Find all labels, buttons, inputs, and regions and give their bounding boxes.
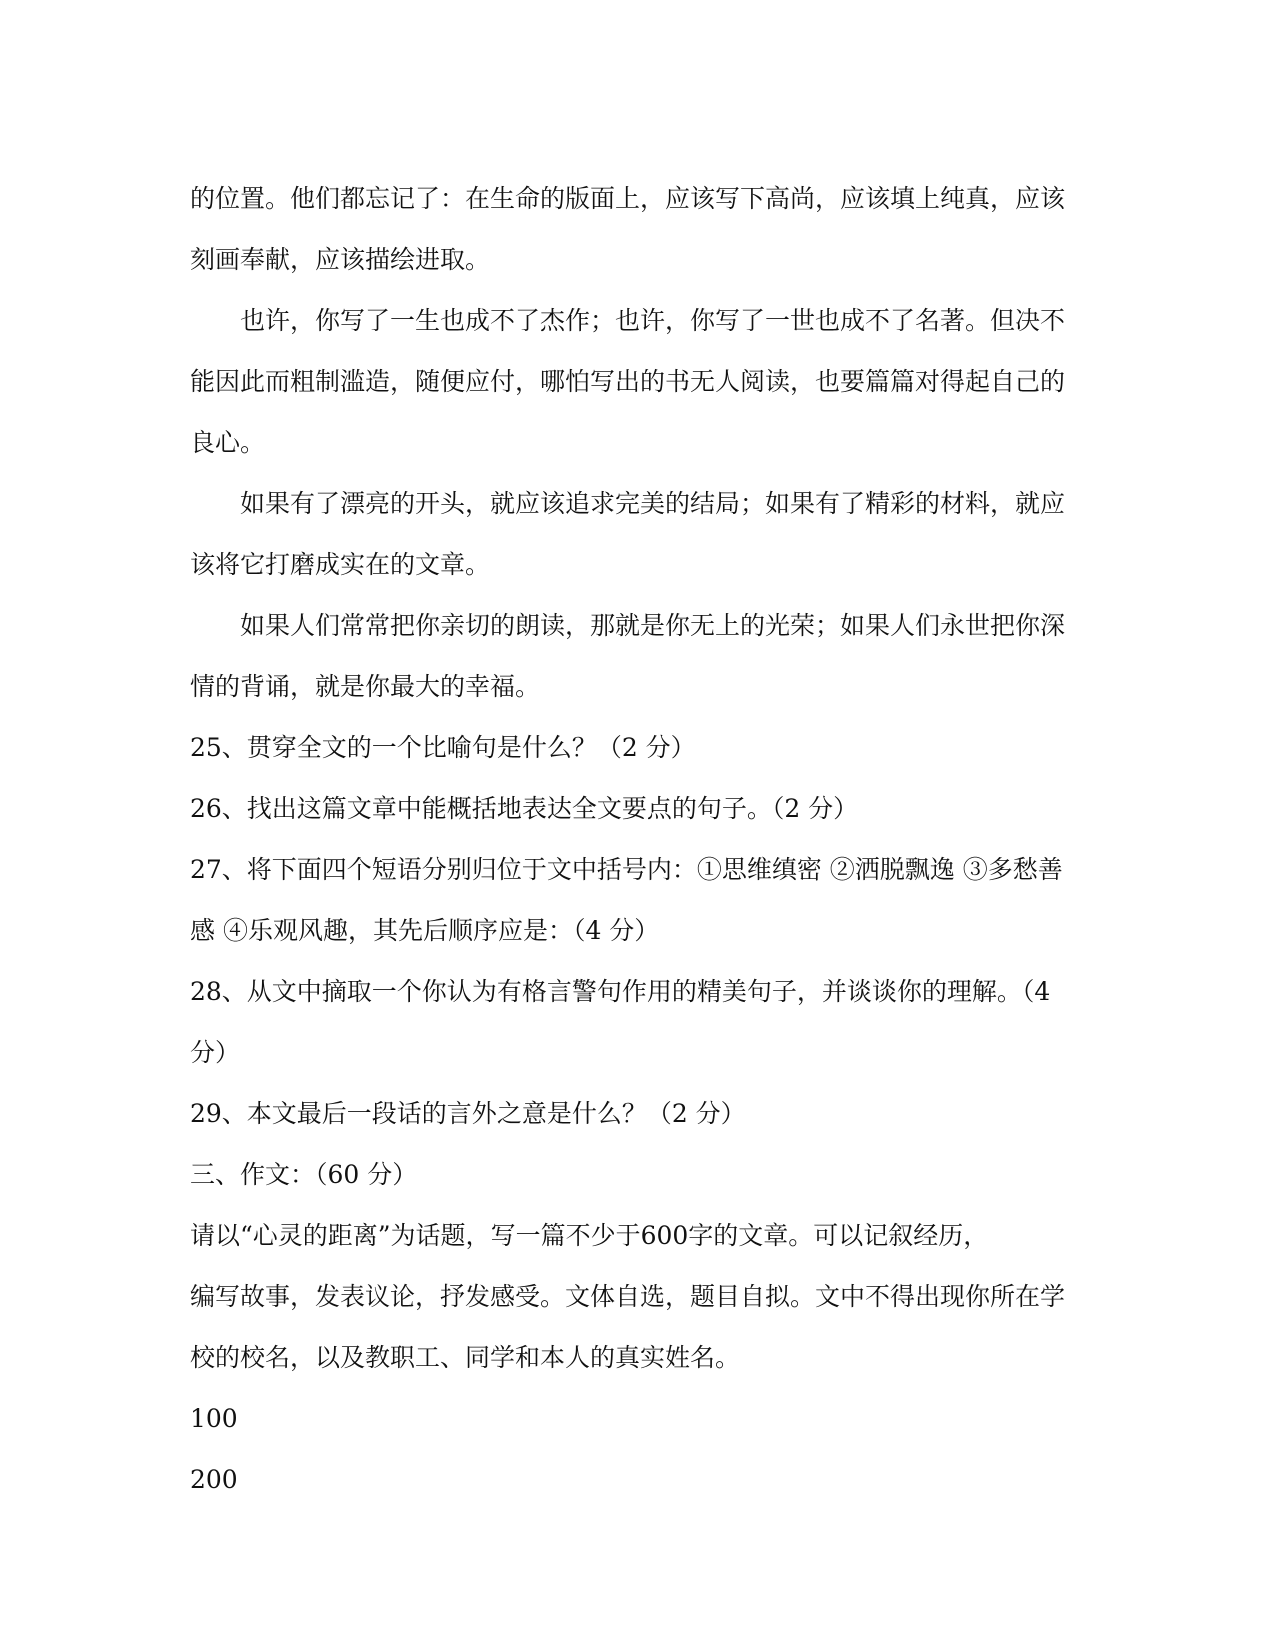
passage-line: 如果有了漂亮的开头，就应该追求完美的结局；如果有了精彩的材料，就应 bbox=[240, 489, 1066, 518]
question-28-continued: 分） bbox=[190, 1038, 241, 1067]
word-count-marker: 200 bbox=[190, 1465, 238, 1494]
passage-line: 良心。 bbox=[190, 428, 266, 457]
composition-prompt-line: 请以“心灵的距离”为话题，写一篇不少于600字的文章。可以记叙经历， bbox=[190, 1221, 989, 1250]
passage-line: 刻画奉献，应该描绘进取。 bbox=[190, 245, 491, 274]
passage-line: 也许，你写了一生也成不了杰作；也许，你写了一世也成不了名著。但决不 bbox=[240, 306, 1066, 335]
passage-line: 情的背诵，就是你最大的幸福。 bbox=[190, 672, 541, 701]
question-27-continued: 感 ④乐观风趣，其先后顺序应是：（4 分） bbox=[190, 916, 660, 945]
passage-line: 该将它打磨成实在的文章。 bbox=[190, 550, 491, 579]
composition-prompt-line: 校的校名，以及教职工、同学和本人的真实姓名。 bbox=[190, 1343, 741, 1372]
page-content bbox=[190, 168, 1070, 1510]
question-28: 28、从文中摘取一个你认为有格言警句作用的精美句子，并谈谈你的理解。（4 bbox=[190, 977, 1051, 1006]
question-26: 26、找出这篇文章中能概括地表达全文要点的句子。（2 分） bbox=[190, 794, 859, 823]
composition-prompt-line: 编写故事，发表议论，抒发感受。文体自选，题目自拟。文中不得出现你所在学 bbox=[190, 1282, 1066, 1311]
question-25: 25、贯穿全文的一个比喻句是什么？（2 分） bbox=[190, 733, 696, 762]
passage-line: 的位置。他们都忘记了：在生命的版面上，应该写下高尚，应该填上纯真，应该 bbox=[190, 184, 1066, 213]
passage-line: 能因此而粗制滥造，随便应付，哪怕写出的书无人阅读，也要篇篇对得起自己的 bbox=[190, 367, 1066, 396]
question-29: 29、本文最后一段话的言外之意是什么？（2 分） bbox=[190, 1099, 746, 1128]
passage-line: 如果人们常常把你亲切的朗读，那就是你无上的光荣；如果人们永世把你深 bbox=[240, 611, 1066, 640]
composition-heading: 三、作文：（60 分） bbox=[190, 1160, 418, 1189]
question-27: 27、将下面四个短语分别归位于文中括号内：①思维缜密 ②洒脱飘逸 ③多愁善 bbox=[190, 855, 1063, 884]
word-count-marker: 100 bbox=[190, 1404, 238, 1433]
